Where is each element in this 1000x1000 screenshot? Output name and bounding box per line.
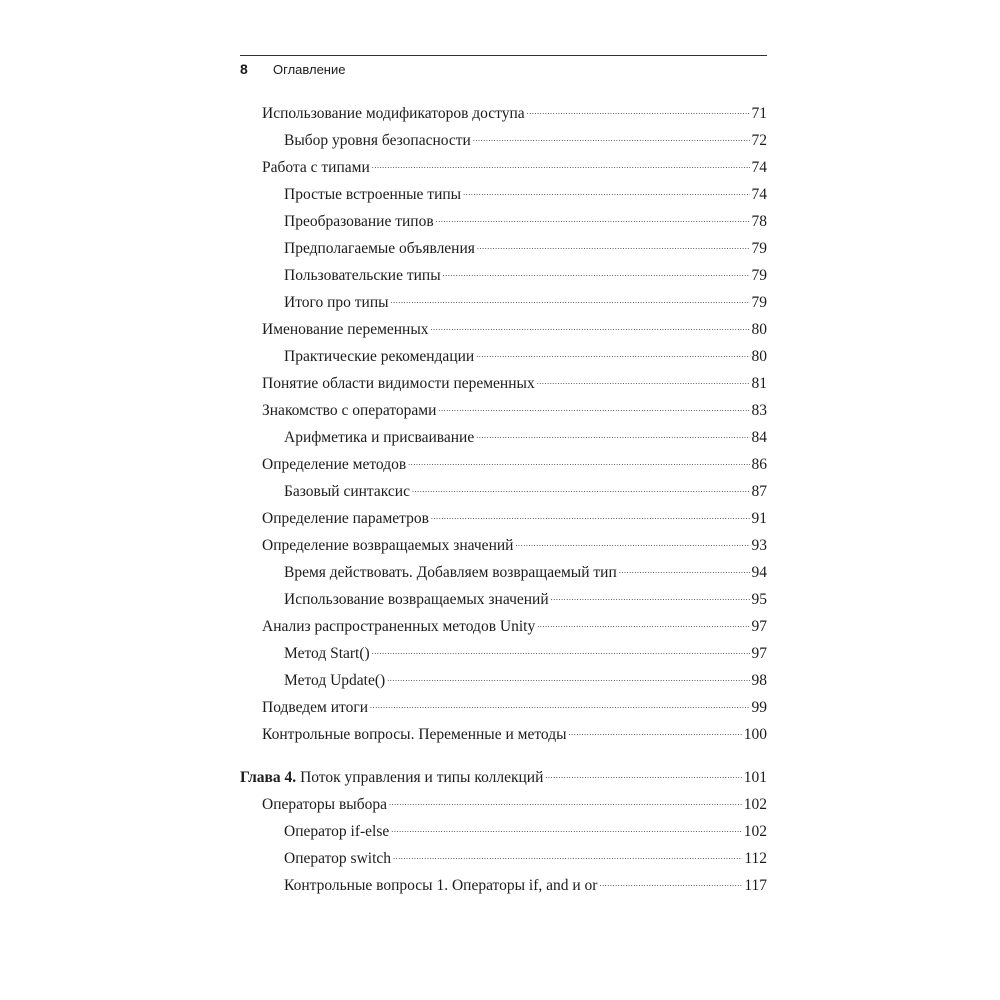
toc-entry-page: 87 xyxy=(751,483,767,500)
dot-leader xyxy=(370,693,749,717)
dot-leader xyxy=(431,315,750,339)
dot-leader xyxy=(391,288,750,312)
toc-entry[interactable] xyxy=(284,848,767,870)
toc-entry[interactable] xyxy=(262,454,767,476)
toc-entry-page: 80 xyxy=(751,321,767,338)
dot-leader xyxy=(391,817,741,841)
toc-entry-page: 83 xyxy=(751,402,767,419)
toc-entry[interactable] xyxy=(262,697,767,719)
toc-entry-title: Оператор if-else xyxy=(284,823,390,840)
toc-entry-page: 98 xyxy=(751,672,767,689)
toc-entry[interactable] xyxy=(284,589,767,611)
toc-entry[interactable] xyxy=(284,562,767,584)
toc-chapter-entry[interactable] xyxy=(240,767,767,789)
toc-entry-title: Контрольные вопросы 1. Операторы if, and и or xyxy=(284,877,598,894)
dot-leader xyxy=(545,763,741,787)
toc-entry-title: Арифметика и присваивание xyxy=(284,429,475,446)
toc-entry-title: Итого про типы xyxy=(284,294,389,311)
toc-entry-page: 84 xyxy=(751,429,767,446)
toc-entry-title: Предполагаемые объявления xyxy=(284,240,475,257)
toc-entry[interactable] xyxy=(262,616,767,638)
toc-entry[interactable] xyxy=(262,157,767,179)
toc-entry-title: Практические рекомендации xyxy=(284,348,475,365)
dot-leader xyxy=(476,423,749,447)
dot-leader xyxy=(431,504,750,528)
toc-entry-title xyxy=(240,767,543,789)
dot-leader xyxy=(569,720,742,744)
toc-entry-title: Работа с типами xyxy=(262,159,370,176)
toc-entry-page: 117 xyxy=(744,877,767,894)
dot-leader xyxy=(393,844,742,868)
toc-entry[interactable] xyxy=(284,427,767,449)
dot-leader xyxy=(412,477,750,501)
toc-entry-title: Оператор switch xyxy=(284,850,392,867)
toc-entry-title: Определение возвращаемых значений xyxy=(262,537,514,554)
toc-entry-title: Анализ распространенных методов Unity xyxy=(262,618,536,635)
dot-leader xyxy=(436,207,750,231)
toc-entry-title: Преобразование типов xyxy=(284,213,434,230)
dot-leader xyxy=(389,790,742,814)
page-number: 8 xyxy=(240,61,248,77)
toc-entry-page: 74 xyxy=(751,186,767,203)
dot-leader xyxy=(438,396,749,420)
toc-entry-page: 79 xyxy=(751,267,767,284)
toc-entry-page: 80 xyxy=(751,348,767,365)
dot-leader xyxy=(443,261,750,285)
dot-leader xyxy=(537,612,749,636)
toc-entry-title: Именование переменных xyxy=(262,321,429,338)
toc-entry-page: 74 xyxy=(751,159,767,176)
toc-entry-page: 91 xyxy=(751,510,767,527)
toc-entry-page: 101 xyxy=(743,769,767,786)
toc-entry-page: 81 xyxy=(751,375,767,392)
toc-entry-title: Базовый синтаксис xyxy=(284,483,410,500)
toc-entry[interactable] xyxy=(262,373,767,395)
dot-leader xyxy=(476,342,749,366)
dot-leader xyxy=(408,450,749,474)
toc-entry-title: Использование возвращаемых значений xyxy=(284,591,549,608)
toc-entry[interactable] xyxy=(284,875,767,897)
dot-leader xyxy=(372,639,750,663)
dot-leader xyxy=(387,666,749,690)
toc-entry-page: 86 xyxy=(751,456,767,473)
toc-entry-page: 78 xyxy=(751,213,767,230)
toc-entry-page: 79 xyxy=(751,240,767,257)
toc-entry[interactable] xyxy=(284,265,767,287)
toc-entry-page: 94 xyxy=(751,564,767,581)
dot-leader xyxy=(372,153,750,177)
toc-entry[interactable] xyxy=(284,821,767,843)
chapter-title: Поток управления и типы коллекций xyxy=(300,769,544,786)
toc-entry-title: Понятие области видимости переменных xyxy=(262,375,535,392)
toc-entry-title: Простые встроенные типы xyxy=(284,186,462,203)
toc-entry-page: 102 xyxy=(743,823,767,840)
toc-entry-page: 102 xyxy=(743,796,767,813)
toc-entry[interactable] xyxy=(262,535,767,557)
toc-entry[interactable] xyxy=(262,794,767,816)
toc-entry-page: 97 xyxy=(751,618,767,635)
toc-entry-page: 100 xyxy=(743,726,767,743)
toc-entry-title: Метод Update() xyxy=(284,672,386,689)
dot-leader xyxy=(515,531,749,555)
toc-entry-title: Метод Start() xyxy=(284,645,370,662)
toc-entry[interactable] xyxy=(284,481,767,503)
toc-entry-title: Использование модификаторов доступа xyxy=(262,105,525,122)
toc-entry-page: 79 xyxy=(751,294,767,311)
toc-entry-page: 99 xyxy=(751,699,767,716)
toc-entry-title: Подведем итоги xyxy=(262,699,369,716)
dot-leader xyxy=(473,126,750,150)
dot-leader xyxy=(551,585,750,609)
toc-entry[interactable] xyxy=(262,724,767,746)
dot-leader xyxy=(537,369,750,393)
dot-leader xyxy=(477,234,750,258)
toc-entry[interactable] xyxy=(284,211,767,233)
dot-leader xyxy=(599,871,742,895)
dot-leader xyxy=(619,558,750,582)
chapter-label: Глава 4. xyxy=(240,769,297,786)
toc-entry[interactable] xyxy=(262,103,767,125)
toc-entry[interactable] xyxy=(262,319,767,341)
toc-entry[interactable] xyxy=(284,130,767,152)
toc-entry-page: 95 xyxy=(751,591,767,608)
toc-entry-title: Пользовательские типы xyxy=(284,267,441,284)
toc-entry-title: Определение параметров xyxy=(262,510,429,527)
toc-entry[interactable] xyxy=(284,670,767,692)
toc-entry-page: 112 xyxy=(744,850,767,867)
toc-entry-page: 97 xyxy=(751,645,767,662)
toc-entry[interactable] xyxy=(262,508,767,530)
dot-leader xyxy=(527,99,750,123)
toc-entry[interactable] xyxy=(284,238,767,260)
toc-entry-title: Операторы выбора xyxy=(262,796,387,813)
toc-entry-title: Контрольные вопросы. Переменные и методы xyxy=(262,726,567,743)
toc-entry-title: Определение методов xyxy=(262,456,407,473)
toc-entry[interactable] xyxy=(284,643,767,665)
toc-entry-title: Знакомство с операторами xyxy=(262,402,437,419)
toc-entry-title: Время действовать. Добавляем возвращаемый тип xyxy=(284,564,617,581)
running-title: Оглавление xyxy=(273,62,346,77)
dot-leader xyxy=(463,180,749,204)
toc-entry-page: 72 xyxy=(751,132,767,149)
toc-entry-title: Выбор уровня безопасности xyxy=(284,132,471,149)
toc-entry-page: 93 xyxy=(751,537,767,554)
toc-entry[interactable] xyxy=(284,292,767,314)
toc-entry[interactable] xyxy=(284,184,767,206)
toc-entry-page: 71 xyxy=(751,105,767,122)
toc-entry[interactable] xyxy=(284,346,767,368)
toc-entry[interactable] xyxy=(262,400,767,422)
